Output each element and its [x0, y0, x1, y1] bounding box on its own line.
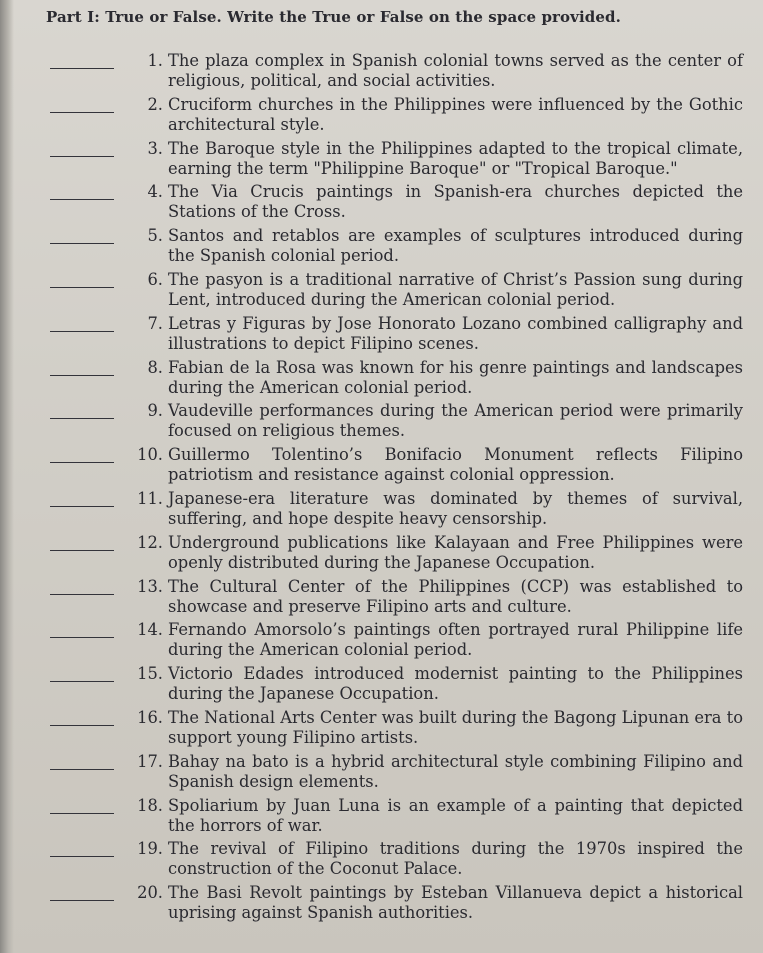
question-number: 2.: [147, 94, 163, 114]
question-number: 18.: [137, 795, 163, 815]
question-item-17: [40, 741, 750, 791]
question-text: The Basi Revolt paintings by Esteban Villanueva depict a historical uprising against Spanish authorities.: [168, 883, 743, 923]
question-text: Vaudeville performances during the American period were primarily focused on religious themes.: [168, 401, 743, 441]
answer-blank-8[interactable]: [50, 375, 114, 376]
question-text: Letras y Figuras by Jose Honorato Lozano combined calligraphy and illustrations to depict Filipino scenes.: [168, 313, 743, 353]
question-text: Bahay na bato is a hybrid architectural style combining Filipino and Spanish design elements.: [168, 751, 743, 791]
question-item-5: [40, 215, 750, 266]
question-item-4: [40, 171, 750, 222]
answer-blank-2[interactable]: [50, 112, 114, 113]
question-text: The revival of Filipino traditions during the 1970s inspired the construction of the Coconut Palace.: [168, 839, 743, 879]
question-number: 11.: [137, 488, 163, 508]
answer-blank-3[interactable]: [50, 156, 114, 157]
answer-blank-14[interactable]: [50, 637, 114, 638]
question-text: The Baroque style in the Philippines adapted to the tropical climate, earning the term "Philippine Baroque" or "Tropical Baroque.": [168, 138, 743, 178]
question-text: The pasyon is a traditional narrative of Christ’s Passion sung during Lent, introduced during the American colonial period.: [168, 269, 743, 309]
question-number: 19.: [137, 839, 163, 859]
answer-blank-9[interactable]: [50, 418, 114, 419]
question-number: 8.: [147, 357, 163, 377]
question-text: Victorio Edades introduced modernist painting to the Philippines during the Japanese Occupation.: [168, 664, 743, 704]
section-header: Part I: True or False. Write the True or False on the space provided.: [46, 8, 621, 26]
answer-blank-15[interactable]: [50, 681, 114, 682]
question-item-3: [40, 128, 750, 178]
question-item-9: [40, 390, 750, 441]
question-number: 15.: [137, 664, 163, 684]
question-number: 17.: [137, 751, 163, 771]
question-number: 7.: [147, 313, 163, 333]
question-item-15: [40, 653, 750, 704]
question-number: 10.: [137, 445, 163, 465]
question-item-19: [40, 828, 750, 879]
question-number: 20.: [137, 883, 163, 903]
question-text: Guillermo Tolentino’s Bonifacio Monument reflects Filipino patriotism and resistance against colonial oppression.: [168, 445, 743, 485]
question-text: Cruciform churches in the Philippines were influenced by the Gothic architectural style.: [168, 94, 743, 134]
question-item-16: [40, 697, 750, 747]
question-text: Japanese-era literature was dominated by themes of survival, suffering, and hope despite heavy censorship.: [168, 488, 743, 528]
answer-blank-1[interactable]: [50, 68, 114, 69]
answer-blank-10[interactable]: [50, 462, 114, 463]
question-item-8: [40, 347, 750, 397]
question-text: Santos and retablos are examples of sculptures introduced during the Spanish colonial period.: [168, 226, 743, 266]
answer-blank-20[interactable]: [50, 900, 114, 901]
question-text: Spoliarium by Juan Luna is an example of a painting that depicted the horrors of war.: [168, 795, 743, 835]
question-item-2: [40, 84, 750, 134]
question-text: The Cultural Center of the Philippines (CCP) was established to showcase and preserve Filipino arts and culture.: [168, 576, 743, 616]
page-edge-shadow: [0, 0, 14, 953]
question-number: 4.: [147, 182, 163, 202]
question-item-20: [40, 872, 750, 923]
answer-blank-6[interactable]: [50, 287, 114, 288]
question-text: Fernando Amorsolo’s paintings often portrayed rural Philippine life during the American colonial period.: [168, 620, 743, 660]
question-text: The plaza complex in Spanish colonial towns served as the center of religious, political, and social activities.: [168, 51, 743, 90]
answer-blank-18[interactable]: [50, 813, 114, 814]
question-text: The National Arts Center was built during the Bagong Lipunan era to support young Filipino artists.: [168, 707, 744, 747]
answer-blank-16[interactable]: [50, 725, 114, 726]
question-number: 1.: [147, 51, 163, 70]
question-number: 6.: [147, 269, 163, 289]
question-item-12: [40, 522, 750, 572]
question-text: Fabian de la Rosa was known for his genre paintings and landscapes during the American colonial period.: [168, 357, 743, 397]
question-number: 3.: [147, 138, 163, 158]
question-text: Underground publications like Kalayaan and Free Philippines were openly distributed during the Japanese Occupation.: [168, 532, 743, 572]
answer-blank-5[interactable]: [50, 243, 114, 244]
question-number: 12.: [137, 532, 163, 552]
answer-blank-11[interactable]: [50, 506, 114, 507]
question-item-10: [40, 434, 750, 485]
answer-blank-12[interactable]: [50, 550, 114, 551]
answer-blank-13[interactable]: [50, 594, 114, 595]
answer-blank-19[interactable]: [50, 856, 114, 857]
question-number: 5.: [147, 226, 163, 246]
answer-blank-7[interactable]: [50, 331, 114, 332]
question-number: 9.: [147, 401, 163, 421]
question-number: 14.: [137, 620, 163, 640]
question-list: [40, 40, 750, 923]
question-item-13: [40, 566, 750, 616]
question-item-14: [40, 609, 750, 660]
question-number: 16.: [137, 707, 163, 727]
question-text: The Via Crucis paintings in Spanish-era churches depicted the Stations of the Cross.: [168, 182, 743, 222]
question-item-18: [40, 785, 750, 835]
answer-blank-4[interactable]: [50, 199, 114, 200]
answer-blank-17[interactable]: [50, 769, 114, 770]
question-item-6: [40, 259, 750, 309]
question-item-1: [40, 40, 750, 90]
question-number: 13.: [137, 576, 163, 596]
question-item-7: [40, 303, 750, 353]
question-item-11: [40, 478, 750, 528]
